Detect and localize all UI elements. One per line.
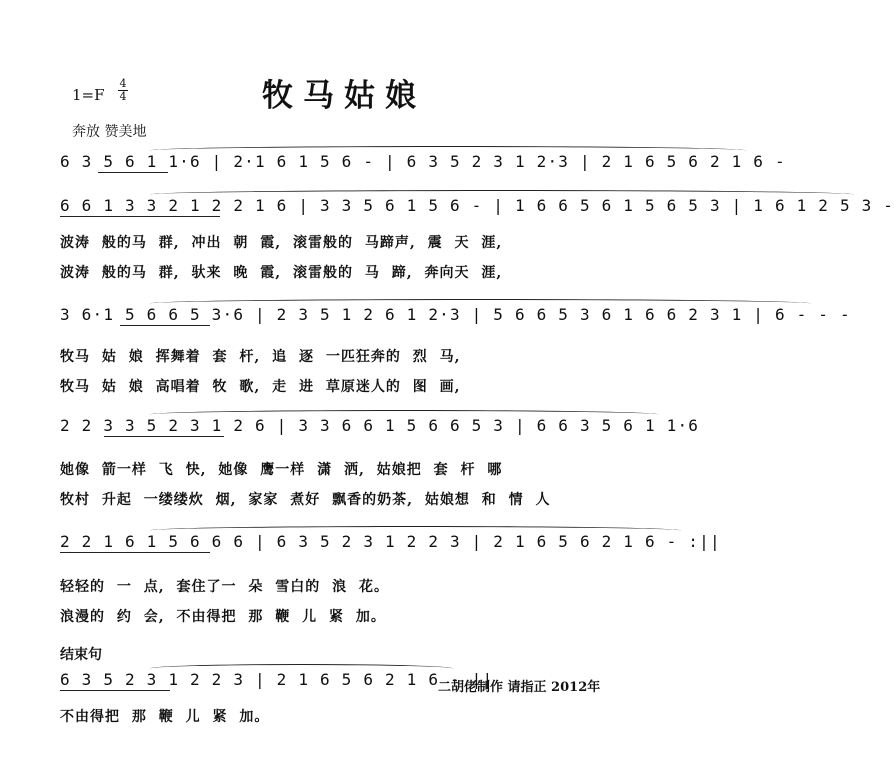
lyric-line-4b: 牧村 升起 一缕缕炊 烟, 家家 煮好 飘香的奶茶, 姑娘想 和 情 人 [60,492,551,508]
beam-line [60,552,210,553]
page-title: 牧马姑娘 [262,78,426,114]
time-signature-bottom: 4 [119,90,127,103]
ending-label: 结束句 [60,647,102,663]
time-signature [118,78,128,103]
lyric-line-6: 不由得把 那 鞭 儿 紧 加。 [60,709,270,725]
notation-line-6: 6 3 5 2 3 1 2 2 3 | 2 1 6 5 6 2 1 6 - || [60,670,494,689]
key-signature: 1=F [72,86,105,104]
notation-line-2: 6 6 1 3 3 2 1 2 2 1 6 | 3 3 5 6 1 5 6 - | 1 6 6 5 6 1 5 6 5 3 | 1 6 1 2 5 3 - [60,196,894,215]
beam-line [60,216,220,217]
notation-line-5: 2 2 1 6 1 5 6 6 6 | 6 3 5 2 3 1 2 2 3 | 2 1 6 5 6 2 1 6 - :|| [60,532,721,551]
lyric-line-5b: 浪漫的 约 会, 不由得把 那 鞭 儿 紧 加。 [60,609,386,625]
lyric-line-3b: 牧马 姑 娘 高唱着 牧 歌, 走 进 草原迷人的 图 画, [60,379,461,395]
beam-line [120,325,210,326]
lyric-line-4a: 她像 箭一样 飞 快, 她像 鹰一样 潇 洒, 姑娘把 套 杆 哪 [60,462,503,478]
notation-line-4: 2 2 3 3 5 2 3 1 2 6 | 3 3 6 6 1 5 6 6 5 3 | 6 6 3 5 6 1 1·6 [60,416,700,435]
beam-line [104,436,224,437]
lyric-line-5a: 轻轻的 一 点, 套住了一 朵 雪白的 浪 花。 [60,579,389,595]
credit-text: 二胡佬制作 请指正 2012年 [438,680,601,695]
tempo-marking: 奔放 赞美地 [72,124,147,140]
lyric-line-2a: 波涛 般的马 群, 冲出 朝 霞, 滚雷般的 马蹄声, 震 天 涯, [60,235,503,251]
lyric-line-3a: 牧马 姑 娘 挥舞着 套 杆, 追 逐 一匹狂奔的 烈 马, [60,349,461,365]
notation-line-3: 3 6·1 5 6 6 5 3·6 | 2 3 5 1 2 6 1 2·3 | 5 6 6 5 3 6 1 6 6 2 3 1 | 6 - - - [60,305,851,324]
beam-line [60,690,170,691]
time-signature-top: 4 [119,77,127,90]
beam-line [98,172,168,173]
lyric-line-2b: 波涛 般的马 群, 驮来 晚 霞, 滚雷般的 马 蹄, 奔向天 涯, [60,265,503,281]
notation-line-1: 6 3 5 6 1 1·6 | 2·1 6 1 5 6 - | 6 3 5 2 3 1 2·3 | 2 1 6 5 6 2 1 6 - [60,152,786,171]
